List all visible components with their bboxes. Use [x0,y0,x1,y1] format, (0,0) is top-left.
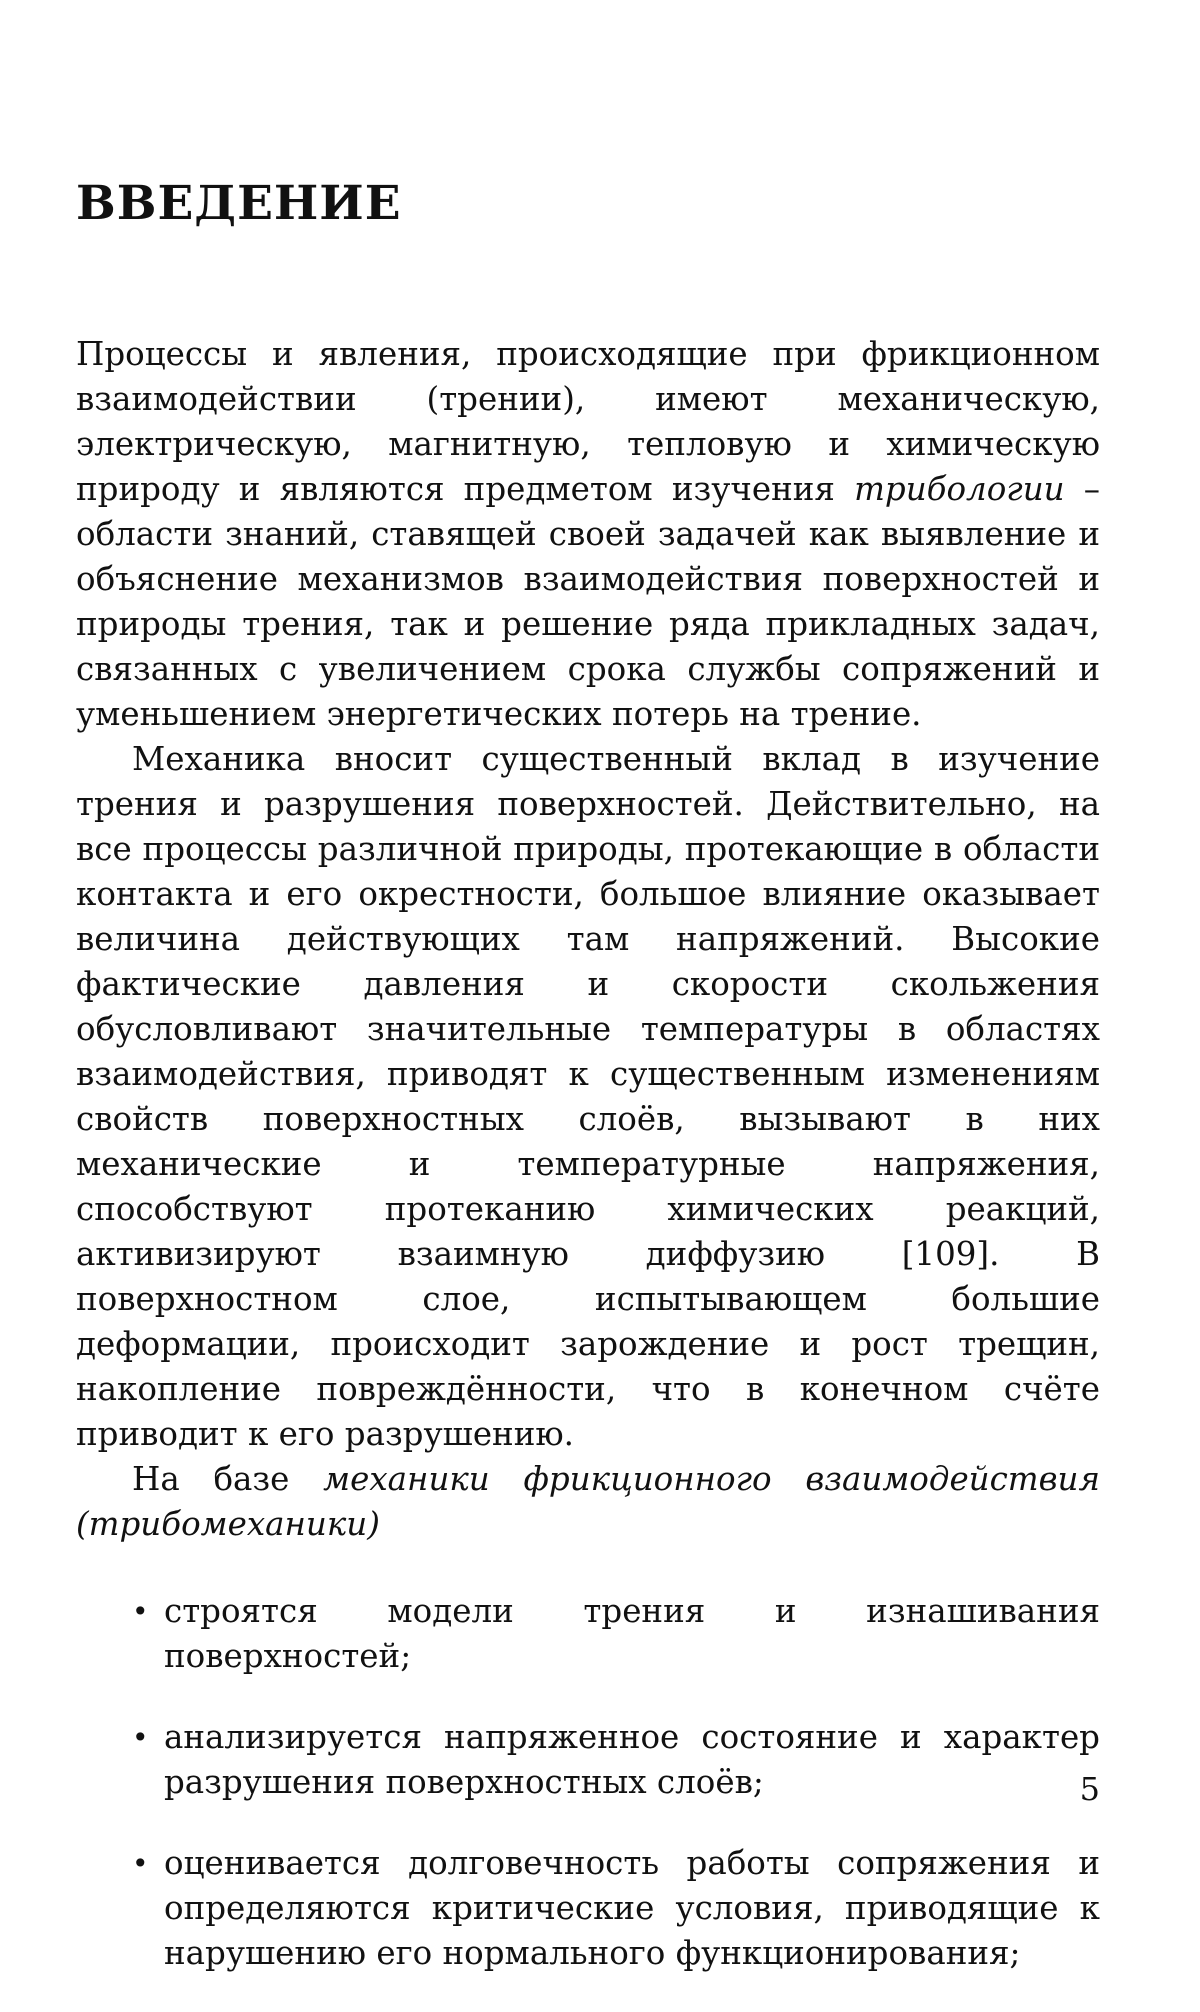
list-item-text: строятся модели трения и изнашивания поверхностей; [164,1592,1100,1675]
paragraph-1-text-before: Процессы и явления, происходящие при фрикционном взаимодействии (трении), имеют механическую, электрическую, магнитную, тепловую и химическую природу и являются предметом изучения [76,335,1100,508]
bullet-icon: • [132,1847,149,1880]
paragraph-1-text-after: – области знаний, ставящей своей задачей как выявление и объяснение механизмов взаимодействия поверхностей и природы трения, так и решение ряда прикладных задач, связанных с увеличением срока службы сопряжений и уменьшением энергетических потерь на трение. [76,470,1100,733]
list-item [76,1841,1100,1976]
list-item [76,1715,1100,1805]
list-item [76,1589,1100,1679]
book-page [76,0,1100,1972]
paragraph-2: Механика вносит существенный вклад в изучение трения и разрушения поверхностей. Действительно, на все процессы различной природы, протекающие в области контакта и его окрестности, большое влияние оказывает величина действующих там напряжений. Высокие фактические давления и скорости скольжения обусловливают значительные температуры в областях взаимодействия, приводят к существенным изменениям свойств поверхностных слоёв, вызывают в них механические и температурные напряжения, способствуют протеканию химических реакций, активизируют взаимную диффузию [109]. В поверхностном слое, испытывающем большие деформации, происходит зарождение и рост трещин, накопление повреждённости, что в конечном счёте приводит к его разрушению. [76,740,1100,1453]
paragraph-3 [76,1457,1100,1547]
body-text [76,332,1100,2012]
paragraph-3-text-before: На базе [132,1460,324,1498]
paragraph-1 [76,332,1100,737]
page-number: 5 [1079,1770,1100,1808]
term-tribology: трибологии [854,470,1065,508]
list-item-text: анализируется напряженное состояние и характер разрушения поверхностных слоёв; [164,1718,1100,1801]
term-tribomechanics: механики фрикционного взаимодействия (трибомеханики) [76,1460,1100,1543]
bullet-icon: • [132,1721,149,1754]
list-item-text: оценивается долговечность работы сопряжения и определяются критические условия, приводящие к нарушению его нормального функционирования; [164,1844,1100,1972]
bullet-icon: • [132,1595,149,1628]
chapter-title: ВВЕДЕНИЕ [76,176,402,231]
